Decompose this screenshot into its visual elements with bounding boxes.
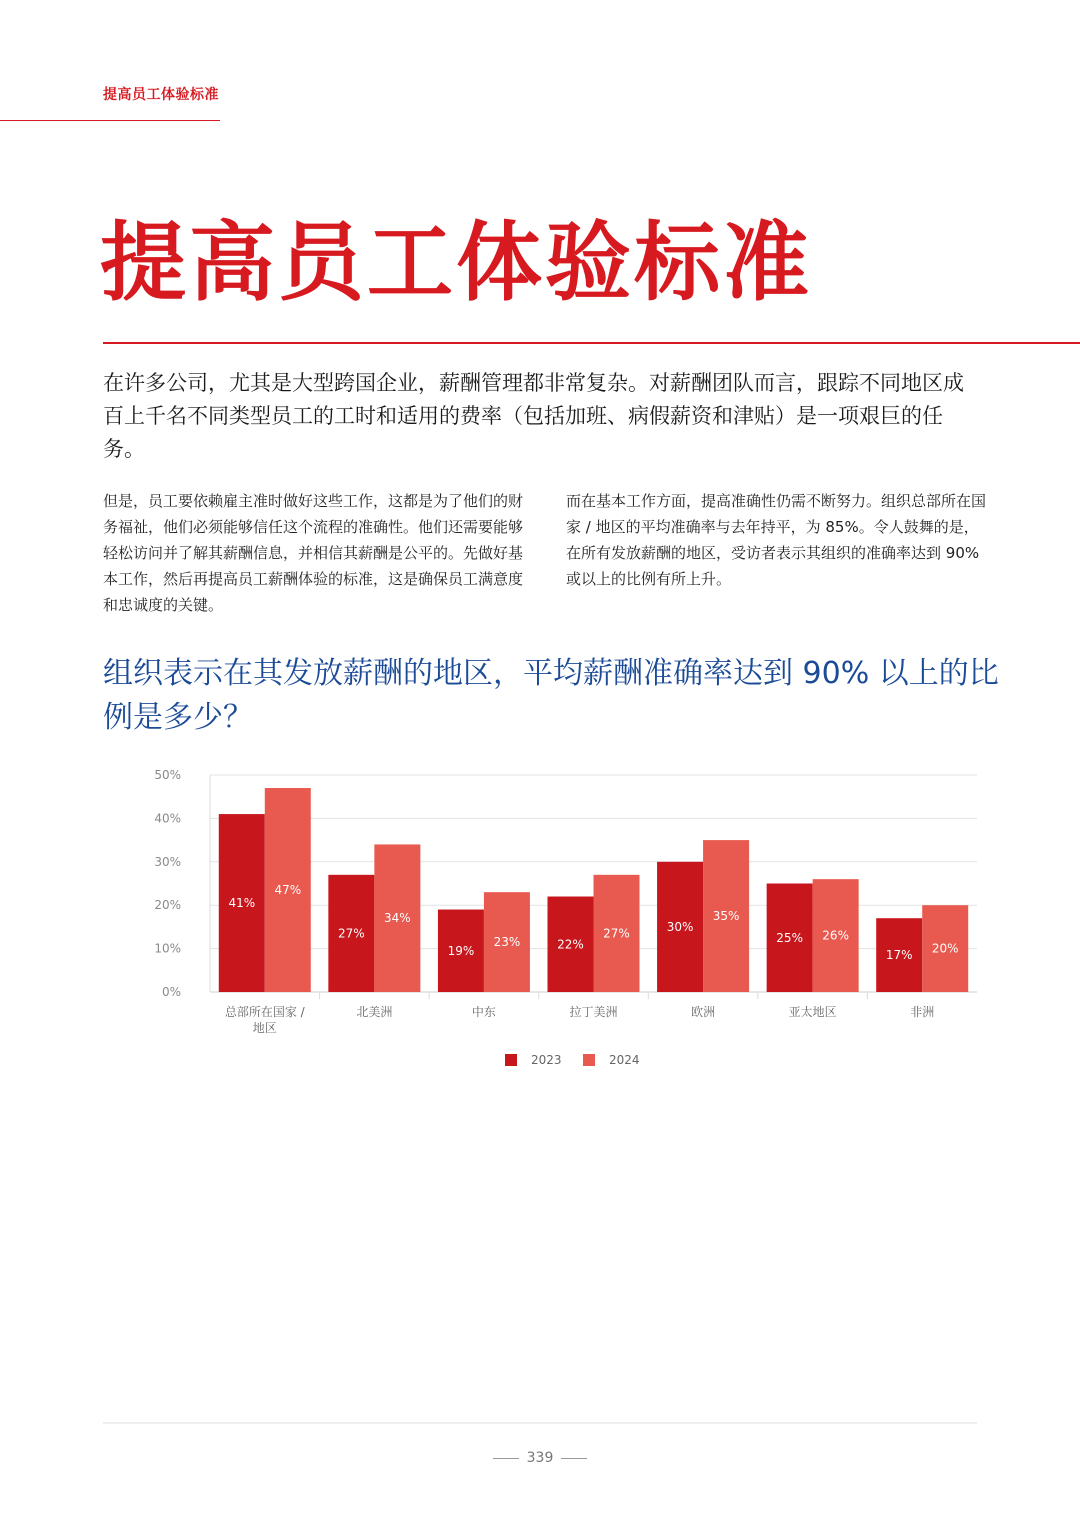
body-text-right: 而在基本工作方面，提高准确性仍需不断努力。组织总部所在国家 / 地区的平均准确率与去年持平，为 85%。令人鼓舞的是，在所有发放薪酬的地区，受访者表示其组织的准确率达到 90% 或以上的比例有所上升。	[566, 492, 987, 588]
page-number-dash-left	[493, 1458, 519, 1459]
x-category-label: 亚太地区	[788, 1005, 837, 1019]
bar-value-label: 19%	[447, 943, 475, 958]
x-category-label: 欧洲	[691, 1005, 716, 1019]
title-divider	[103, 342, 1080, 344]
y-tick-label: 50%	[154, 768, 181, 782]
x-category-label: 地区	[252, 1021, 277, 1035]
legend-label: 2023	[531, 1053, 562, 1067]
footer-divider	[103, 1422, 977, 1424]
bar-value-label: 23%	[493, 935, 521, 950]
running-header: 提高员工体验标准	[103, 87, 219, 103]
bar-value-label: 25%	[776, 930, 803, 945]
y-tick-label: 10%	[154, 941, 181, 956]
legend-swatch-2023	[505, 1054, 517, 1066]
bar-value-label: 27%	[338, 926, 365, 941]
page-number-wrap	[0, 1450, 1080, 1466]
chart-title: 组织表示在其发放薪酬的地区，平均薪酬准确率达到 90% 以上的比例是多少？	[103, 656, 999, 735]
y-tick-label: 40%	[154, 811, 181, 826]
legend-label: 2024	[609, 1053, 640, 1067]
page-title: 提高员工体验标准	[100, 213, 812, 313]
x-category-label: 拉丁美洲	[569, 1005, 618, 1019]
bar-value-label: 17%	[885, 948, 913, 963]
body-text-left: 但是，员工要依赖雇主准时做好这些工作，这都是为了他们的财务福祉，他们必须能够信任这个流程的准确性。他们还需要能够轻松访问并了解其薪酬信息，并相信其薪酬是公平的。先做好基本工作，然后再提高员工薪酬体验的标准，这是确保员工满意度和忠诚度的关键。	[103, 492, 524, 614]
x-category-label: 北美洲	[356, 1005, 393, 1019]
bar-value-label: 41%	[228, 896, 256, 911]
x-category-label: 非洲	[910, 1005, 935, 1019]
bar-value-label: 47%	[274, 883, 302, 898]
bar-chart	[140, 760, 990, 1090]
page-number: 339	[526, 1450, 554, 1466]
bar-value-label: 35%	[712, 909, 740, 924]
legend-swatch-2024	[583, 1054, 595, 1066]
x-category-label: 中东	[471, 1005, 496, 1019]
bar-value-label: 34%	[384, 911, 411, 926]
y-tick-label: 20%	[154, 898, 181, 913]
lead-paragraph: 在许多公司，尤其是大型跨国企业，薪酬管理都非常复杂。对薪酬团队而言，跟踪不同地区成百上千名不同类型员工的工时和适用的费率（包括加班、病假薪资和津贴）是一项艰巨的任务。	[103, 371, 964, 461]
header-divider	[0, 120, 220, 121]
bar-value-label: 26%	[822, 928, 849, 943]
bar-value-label: 20%	[931, 941, 959, 956]
bar-value-label: 22%	[557, 937, 584, 952]
bar-value-label: 27%	[603, 926, 630, 941]
x-category-label: 总部所在国家 /	[224, 1005, 305, 1019]
y-tick-label: 30%	[154, 854, 181, 869]
bar-value-label: 30%	[666, 919, 694, 934]
page-number-dash-right	[561, 1458, 587, 1459]
y-tick-label: 0%	[161, 985, 181, 999]
